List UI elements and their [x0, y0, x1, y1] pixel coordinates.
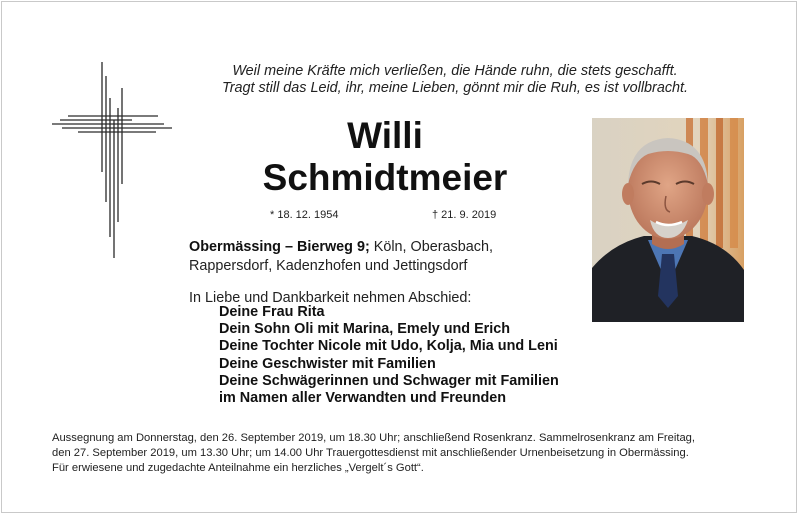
- deceased-name: [200, 115, 570, 199]
- residence: [189, 238, 493, 276]
- mourner-line: Deine Schwägerinnen und Schwager mit Familien: [219, 372, 559, 389]
- portrait-photo: [592, 118, 744, 322]
- mourner-line: im Namen aller Verwandten und Freunden: [219, 390, 507, 407]
- poem-line: Tragt still das Leid, ihr, meine Lieben, gönnt mir die Ruh, es ist vollbracht.: [221, 80, 689, 96]
- mourner-line: Deine Tochter Nicole mit Udo, Kolja, Mia und Leni: [219, 338, 558, 355]
- residence-rest: Köln, Oberasbach,: [369, 239, 493, 255]
- mourner-line: Deine Frau Rita: [219, 304, 325, 320]
- death-date: † 21. 9. 2019: [432, 209, 497, 221]
- last-name: Schmidtmeier: [262, 157, 508, 198]
- farewell-intro: In Liebe und Dankbarkeit nehmen Abschied:: [189, 290, 472, 306]
- cross-icon: [52, 62, 176, 258]
- footer-text: [52, 431, 752, 476]
- mourner-line: Dein Sohn Oli mit Marina, Emely und Erich: [219, 321, 511, 338]
- residence-bold: Obermässing – Bierweg 9;: [189, 239, 370, 255]
- first-name: Willi: [347, 115, 423, 156]
- mourners-list: [219, 304, 559, 407]
- birth-date: * 18. 12. 1954: [270, 209, 339, 221]
- mourner-line: Deine Geschwister mit Familien: [219, 355, 436, 372]
- poem: [150, 63, 760, 97]
- footer-line: Für erwiesene und zugedachte Anteilnahme ein herzliches „Vergelt´s Gott“.: [52, 462, 424, 474]
- residence-line2: Rappersdorf, Kadenzhofen und Jettingsdorf: [189, 258, 468, 274]
- footer-line: Aussegnung am Donnerstag, den 26. September 2019, um 18.30 Uhr; anschließend Rosenkranz. Sammelrosenkranz am Freitag,: [52, 432, 696, 444]
- poem-line: Weil meine Kräfte mich verließen, die Hände ruhn, die stets geschafft.: [232, 63, 678, 79]
- footer-line: den 27. September 2019, um 13.30 Uhr; um 14.00 Uhr Trauergottesdienst mit anschließender Urnenbeisetzung in Obermässing.: [52, 447, 689, 459]
